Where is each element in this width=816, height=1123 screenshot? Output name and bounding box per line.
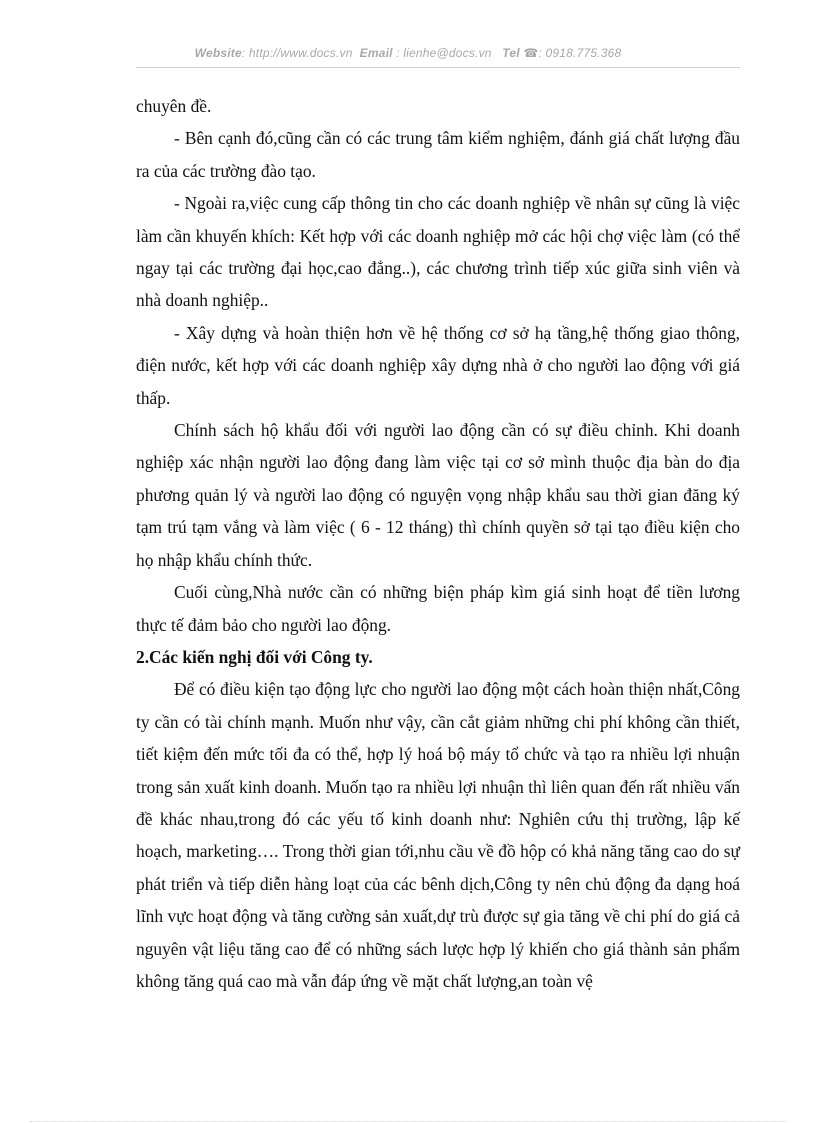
header-divider bbox=[136, 67, 740, 68]
footer-divider bbox=[30, 1121, 786, 1122]
paragraph-continuation: chuyên đề. bbox=[136, 96, 212, 116]
website-value: : http://www.docs.vn bbox=[241, 46, 353, 60]
paragraph-company-recommendations: Để có điều kiện tạo động lực cho người lao động một cách hoàn thiện nhất,Công ty cần có tài chính mạnh. Muốn như vậy, cần cắt giảm những chi phí không cần thiết, tiết kiệm đến mức tối đa có thể, hợp lý hoá bộ máy tổ chức và tạo ra nhiều lợi nhuận trong sản xuất kinh doanh. Muốn tạo ra nhiều lợi nhuận thì liên quan đến rất nhiều vấn đề khác nhau,trong đó các yếu tố kinh doanh như: Nghiên cứu thị trường, lập kế hoạch, marketing…. Trong thời gian tới,nhu cầu về đồ hộp có khả năng tăng cao do sự phát triển và tiếp diễn hàng loạt của các bênh dịch,Công ty nên chủ động đa dạng hoá lĩnh vực hoạt động và tăng cường sản xuất,dự trù được sự gia tăng về chi phí do giá cả nguyên vật liệu tăng cao để có những sách lược hợp lý khiến cho giá thành sản phẩm không tăng quá cao mà vẫn đáp ứng về mặt chất lượng,an toàn vệ bbox=[136, 679, 740, 991]
website-label: Website bbox=[194, 46, 242, 60]
tel-label: Tel bbox=[502, 46, 520, 60]
paragraph-household-registration: Chính sách hộ khẩu đối với người lao động cần có sự điều chỉnh. Khi doanh nghiệp xác nhận người lao động đang làm việc tại cơ sở mình thuộc địa bàn do địa phương quản lý và người lao động có nguyện vọng nhập khẩu sau thời gian đăng ký tạm trú tạm vắng và làm việc ( 6 - 12 tháng) thì chính quyền sở tại tạo điều kiện cho họ nhập khẩu chính thức. bbox=[136, 420, 740, 570]
paragraph-information-supply: - Ngoài ra,việc cung cấp thông tin cho các doanh nghiệp về nhân sự cũng là việc làm cần khuyến khích: Kết hợp với các doanh nghiệp mở các hội chợ việc làm (có thể ngay tại các trường đại học,cao đẳng..), các chương trình tiếp xúc giữa sinh viên và nhà doanh nghiệp.. bbox=[136, 193, 740, 311]
page-header bbox=[0, 46, 816, 60]
tel-value: : 0918.775.368 bbox=[538, 46, 622, 60]
email-label: Email bbox=[359, 46, 393, 60]
paragraph-testing-centers: - Bên cạnh đó,cũng cần có các trung tâm kiểm nghiệm, đánh giá chất lượng đầu ra của các trường đào tạo. bbox=[136, 128, 740, 181]
document-body bbox=[136, 90, 740, 997]
email-value: : lienhe@docs.vn bbox=[396, 46, 492, 60]
paragraph-infrastructure: - Xây dựng và hoàn thiện hơn về hệ thống cơ sở hạ tầng,hệ thống giao thông, điện nước, kết hợp với các doanh nghiệp xây dựng nhà ở cho người lao động với giá thấp. bbox=[136, 322, 740, 408]
paragraph-price-control: Cuối cùng,Nhà nước cần có những biện pháp kìm giá sinh hoạt để tiền lương thực tế đảm bảo cho người lao động. bbox=[136, 582, 740, 635]
section-heading: 2.Các kiến nghị đối với Công ty. bbox=[136, 646, 373, 667]
phone-icon: ☎ bbox=[523, 46, 539, 60]
